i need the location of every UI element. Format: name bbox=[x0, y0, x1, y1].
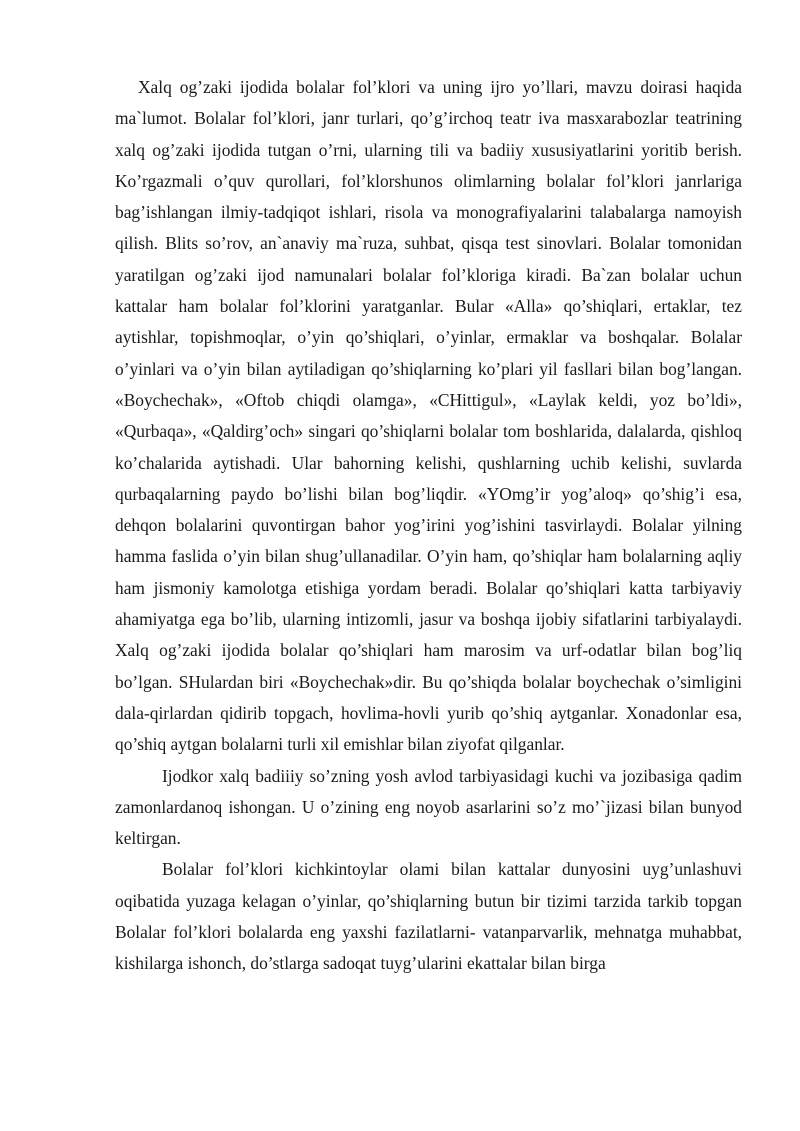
paragraph-1: Xalq og’zaki ijodida bolalar fol’klori va uning ijro yo’llari, mavzu doirasi haqida ma`lumot. Bolalar fol’klori, janr turlari, qo’g’irchoq teatr iva masxarabozlar teatrining xalq og’zaki ijodida tutgan o’rni, ularning tili va badiiy xususiyatlarini yoritib berish. Ko’rgazmali o’quv qurollari, fol’klorshunos olimlarning bolalar fol’klori janrlariga bag’ishlangan ilmiy-tadqiqot ishlari, risola va monografiyalarini talabalarga namoyish qilish. Blits so’rov, an`anaviy ma`ruza, suhbat, qisqa test sinovlari. Bolalar tomonidan yaratilgan og’zaki ijod namunalari bolalar fol’kloriga kiradi. Ba`zan bolalar uchun kattalar ham bolalar fol’klorini yaratganlar. Bular «Alla» qo’shiqlari, ertaklar, tez aytishlar, topishmoqlar, o’yin qo’shiqlari, o’yinlar, ermaklar va boshqalar. Bolalar o’yinlari va o’yin bilan aytiladigan qo’shiqlarning ko’plari yil fasllari bilan bog’langan. «Boychechak», «Oftob chiqdi olamga», «CHittigul», «Laylak keldi, yoz bo’ldi», «Qurbaqa», «Qaldirg’och» singari qo’shiqlarni bolalar tom boshlarida, dalalarda, qishloq ko’chalarida aytishadi. Ular bahorning kelishi, qushlarning uchib kelishi, suvlarda qurbaqalarning paydo bo’lishi bilan bog’liqdir. «YOmg’ir yog’aloq» qo’shig’i esa, dehqon bolalarini quvontirgan bahor yog’irini yog’ishini tasvirlaydi. Bolalar yilning hamma faslida o’yin bilan shug’ullanadilar. O’yin ham, qo’shiqlar ham bolalarning aqliy ham jismoniy kamolotga etishiga yordam beradi. Bolalar qo’shiqlari katta tarbiyaviy ahamiyatga ega bo’lib, ularning intizomli, jasur va boshqa ijobiy sifatlarini tarbiyalaydi. Xalq og’zaki ijodida bolalar qo’shiqlari ham marosim va urf-odatlar bilan bog’liq bo’lgan. SHulardan biri «Boychechak»dir. Bu qo’shiqda bolalar boychechak o’simligini dala-qirlardan qidirib topgach, hovlima-hovli yurib qo’shiq aytganlar. Xonadonlar esa, qo’shiq aytgan bolalarni turli xil emishlar bilan ziyofat qilganlar. bbox=[115, 77, 742, 755]
paragraph-2: Ijodkor xalq badiiiy so’zning yosh avlod tarbiyasidagi kuchi va jozibasiga qadim zamonlardanoq ishongan. U o’zining eng noyob asarlarini so’z mo’`jizasi bilan bunyod keltirgan. bbox=[115, 765, 742, 849]
document-page bbox=[115, 72, 742, 980]
paragraph-3: Bolalar fol’klori kichkintoylar olami bilan kattalar dunyosini uyg’unlashuvi oqibatida yuzaga kelagan o’yinlar, qo’shiqlarning butun bir tizimi tarzida tarkib topgan Bolalar fol’klori bolalarda eng yaxshi fazilatlarni- vatanparvarlik, mehnatga muhabbat, kishilarga ishonch, do’stlarga sadoqat tuyg’ularini ekattalar bilan birga bbox=[115, 859, 742, 974]
